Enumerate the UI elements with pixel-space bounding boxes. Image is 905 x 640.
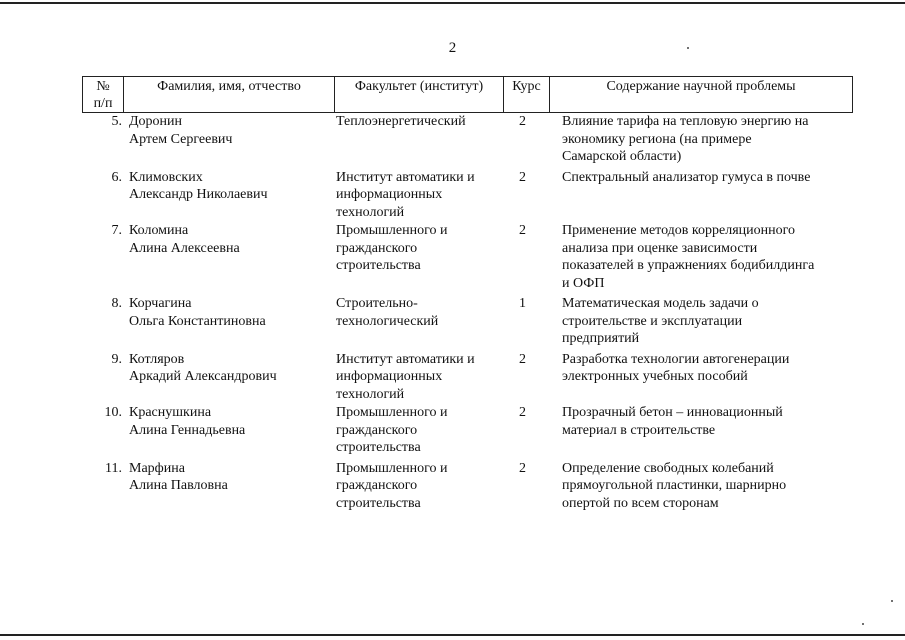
row-faculty-line: Промышленного и bbox=[336, 223, 448, 238]
row-given: Аркадий Александрович bbox=[129, 369, 277, 384]
row-faculty-cell bbox=[332, 351, 500, 404]
row-number: 10. bbox=[104, 405, 122, 420]
row-given: Алина Геннадьевна bbox=[129, 422, 246, 438]
row-surname: Корчагина bbox=[129, 296, 192, 311]
row-given: Артем Сергеевич bbox=[129, 131, 233, 147]
row-topic-line: Прозрачный бетон – инновационный bbox=[562, 405, 783, 420]
header-num bbox=[83, 77, 124, 113]
row-surname: Краснушкина bbox=[129, 405, 212, 420]
row-number: 7. bbox=[111, 223, 122, 238]
row-faculty-line: Институт автоматики и bbox=[336, 169, 475, 185]
row-given: Ольга Константиновна bbox=[129, 313, 266, 329]
row-topic-line: предприятий bbox=[562, 331, 640, 346]
table-row bbox=[82, 169, 848, 222]
row-faculty-line: технологий bbox=[336, 204, 405, 220]
row-faculty-cell bbox=[332, 222, 500, 292]
row-topic-line: анализа при оценке зависимости bbox=[562, 240, 758, 256]
row-faculty-line: технологий bbox=[336, 386, 405, 402]
row-faculty-line: гражданского bbox=[336, 478, 418, 493]
header-name: Фамилия, имя, отчество bbox=[124, 77, 335, 113]
top-border-rule bbox=[0, 2, 905, 4]
row-name-cell bbox=[122, 460, 332, 513]
row-number-cell bbox=[82, 404, 122, 457]
row-topic-line: электронных учебных пособий bbox=[562, 369, 748, 384]
row-topic-line: строительстве и эксплуатации bbox=[562, 313, 743, 329]
row-name-cell bbox=[122, 222, 332, 292]
row-course: 2 bbox=[519, 460, 526, 476]
row-surname: Котляров bbox=[129, 351, 185, 367]
table-body bbox=[82, 113, 848, 512]
row-surname: Марфина bbox=[129, 460, 185, 476]
table-row bbox=[82, 295, 848, 348]
row-topic-line: Самарской области) bbox=[562, 149, 682, 164]
row-number-cell bbox=[82, 222, 122, 292]
scan-speck bbox=[891, 600, 893, 602]
row-topic-line: Математическая модель задачи о bbox=[562, 296, 759, 311]
row-faculty-line: Промышленного и bbox=[336, 405, 448, 420]
row-topic-line: прямоугольной пластинки, шарнирно bbox=[562, 478, 787, 493]
row-topic-line: Применение методов корреляционного bbox=[562, 223, 796, 238]
row-faculty-line: Теплоэнергетический bbox=[336, 114, 466, 129]
row-number: 6. bbox=[111, 169, 122, 185]
row-course: 2 bbox=[519, 169, 526, 185]
row-faculty-line: строительства bbox=[336, 440, 421, 455]
scan-speck bbox=[687, 47, 689, 49]
row-number-cell bbox=[82, 460, 122, 513]
row-surname: Климовских bbox=[129, 169, 203, 185]
row-surname: Доронин bbox=[129, 114, 183, 129]
row-faculty-line: информационных bbox=[336, 369, 443, 384]
table-header bbox=[82, 76, 853, 113]
row-topic-cell bbox=[545, 222, 847, 292]
row-faculty-cell bbox=[332, 169, 500, 222]
row-name-cell bbox=[122, 351, 332, 404]
header-faculty: Факультет (институт) bbox=[335, 77, 504, 113]
row-faculty-line: Промышленного и bbox=[336, 460, 448, 476]
row-surname: Коломина bbox=[129, 223, 189, 238]
row-number: 5. bbox=[111, 114, 122, 129]
row-number-cell bbox=[82, 351, 122, 404]
row-number-cell bbox=[82, 113, 122, 166]
row-faculty-line: гражданского bbox=[336, 422, 418, 438]
row-name-cell bbox=[122, 404, 332, 457]
row-course: 1 bbox=[519, 296, 526, 311]
row-given: Алина Алексеевна bbox=[129, 240, 240, 256]
page-number: 2 bbox=[448, 40, 457, 56]
row-course: 2 bbox=[519, 114, 526, 129]
row-faculty-line: строительства bbox=[336, 258, 421, 273]
row-faculty-line: информационных bbox=[336, 187, 443, 202]
row-faculty-line: строительства bbox=[336, 495, 421, 511]
row-faculty-cell bbox=[332, 404, 500, 457]
row-topic-cell bbox=[545, 351, 847, 404]
row-topic-line: Разработка технологии автогенерации bbox=[562, 351, 790, 367]
row-topic-line: и ОФП bbox=[562, 275, 605, 291]
table-row bbox=[82, 460, 848, 513]
row-number: 8. bbox=[111, 296, 122, 311]
row-faculty-cell bbox=[332, 295, 500, 348]
row-topic-cell bbox=[545, 460, 847, 513]
row-name-cell bbox=[122, 169, 332, 222]
row-topic-line: Влияние тарифа на тепловую энергию на bbox=[562, 114, 809, 129]
row-topic-line: показателей в упражнениях бодибилдинга bbox=[562, 258, 815, 273]
row-given: Алина Павловна bbox=[129, 478, 228, 493]
row-topic-line: Спектральный анализатор гумуса в почве bbox=[562, 169, 811, 185]
row-topic-cell bbox=[545, 113, 847, 166]
header-num-line1: № bbox=[96, 79, 110, 94]
row-faculty-cell bbox=[332, 113, 500, 166]
row-faculty-line: Строительно- bbox=[336, 296, 418, 311]
row-course: 2 bbox=[519, 405, 526, 420]
row-name-cell bbox=[122, 295, 332, 348]
row-number: 11. bbox=[105, 460, 122, 476]
row-faculty-cell bbox=[332, 460, 500, 513]
row-topic-line: Определение свободных колебаний bbox=[562, 460, 774, 476]
header-num-line2: п/п bbox=[93, 96, 113, 111]
scan-speck bbox=[862, 623, 864, 625]
row-given: Александр Николаевич bbox=[129, 187, 268, 202]
row-topic-line: опертой по всем сторонам bbox=[562, 495, 719, 511]
row-course: 2 bbox=[519, 351, 526, 367]
row-topic-cell bbox=[545, 169, 847, 222]
row-topic-cell bbox=[545, 295, 847, 348]
header-row bbox=[83, 77, 853, 113]
table-row bbox=[82, 351, 848, 404]
bottom-border-rule bbox=[0, 634, 905, 636]
row-topic-line: экономику региона (на примере bbox=[562, 131, 752, 147]
row-faculty-line: гражданского bbox=[336, 240, 418, 256]
header-course: Курс bbox=[504, 77, 550, 113]
row-faculty-line: Институт автоматики и bbox=[336, 351, 475, 367]
row-number-cell bbox=[82, 295, 122, 348]
row-topic-cell bbox=[545, 404, 847, 457]
table-row bbox=[82, 113, 848, 166]
row-name-cell bbox=[122, 113, 332, 166]
row-faculty-line: технологический bbox=[336, 313, 439, 329]
table-row bbox=[82, 404, 848, 457]
table-row bbox=[82, 222, 848, 292]
row-number: 9. bbox=[111, 351, 122, 367]
row-course: 2 bbox=[519, 223, 526, 238]
row-topic-line: материал в строительстве bbox=[562, 422, 716, 438]
row-number-cell bbox=[82, 169, 122, 222]
header-topic: Содержание научной проблемы bbox=[550, 77, 853, 113]
